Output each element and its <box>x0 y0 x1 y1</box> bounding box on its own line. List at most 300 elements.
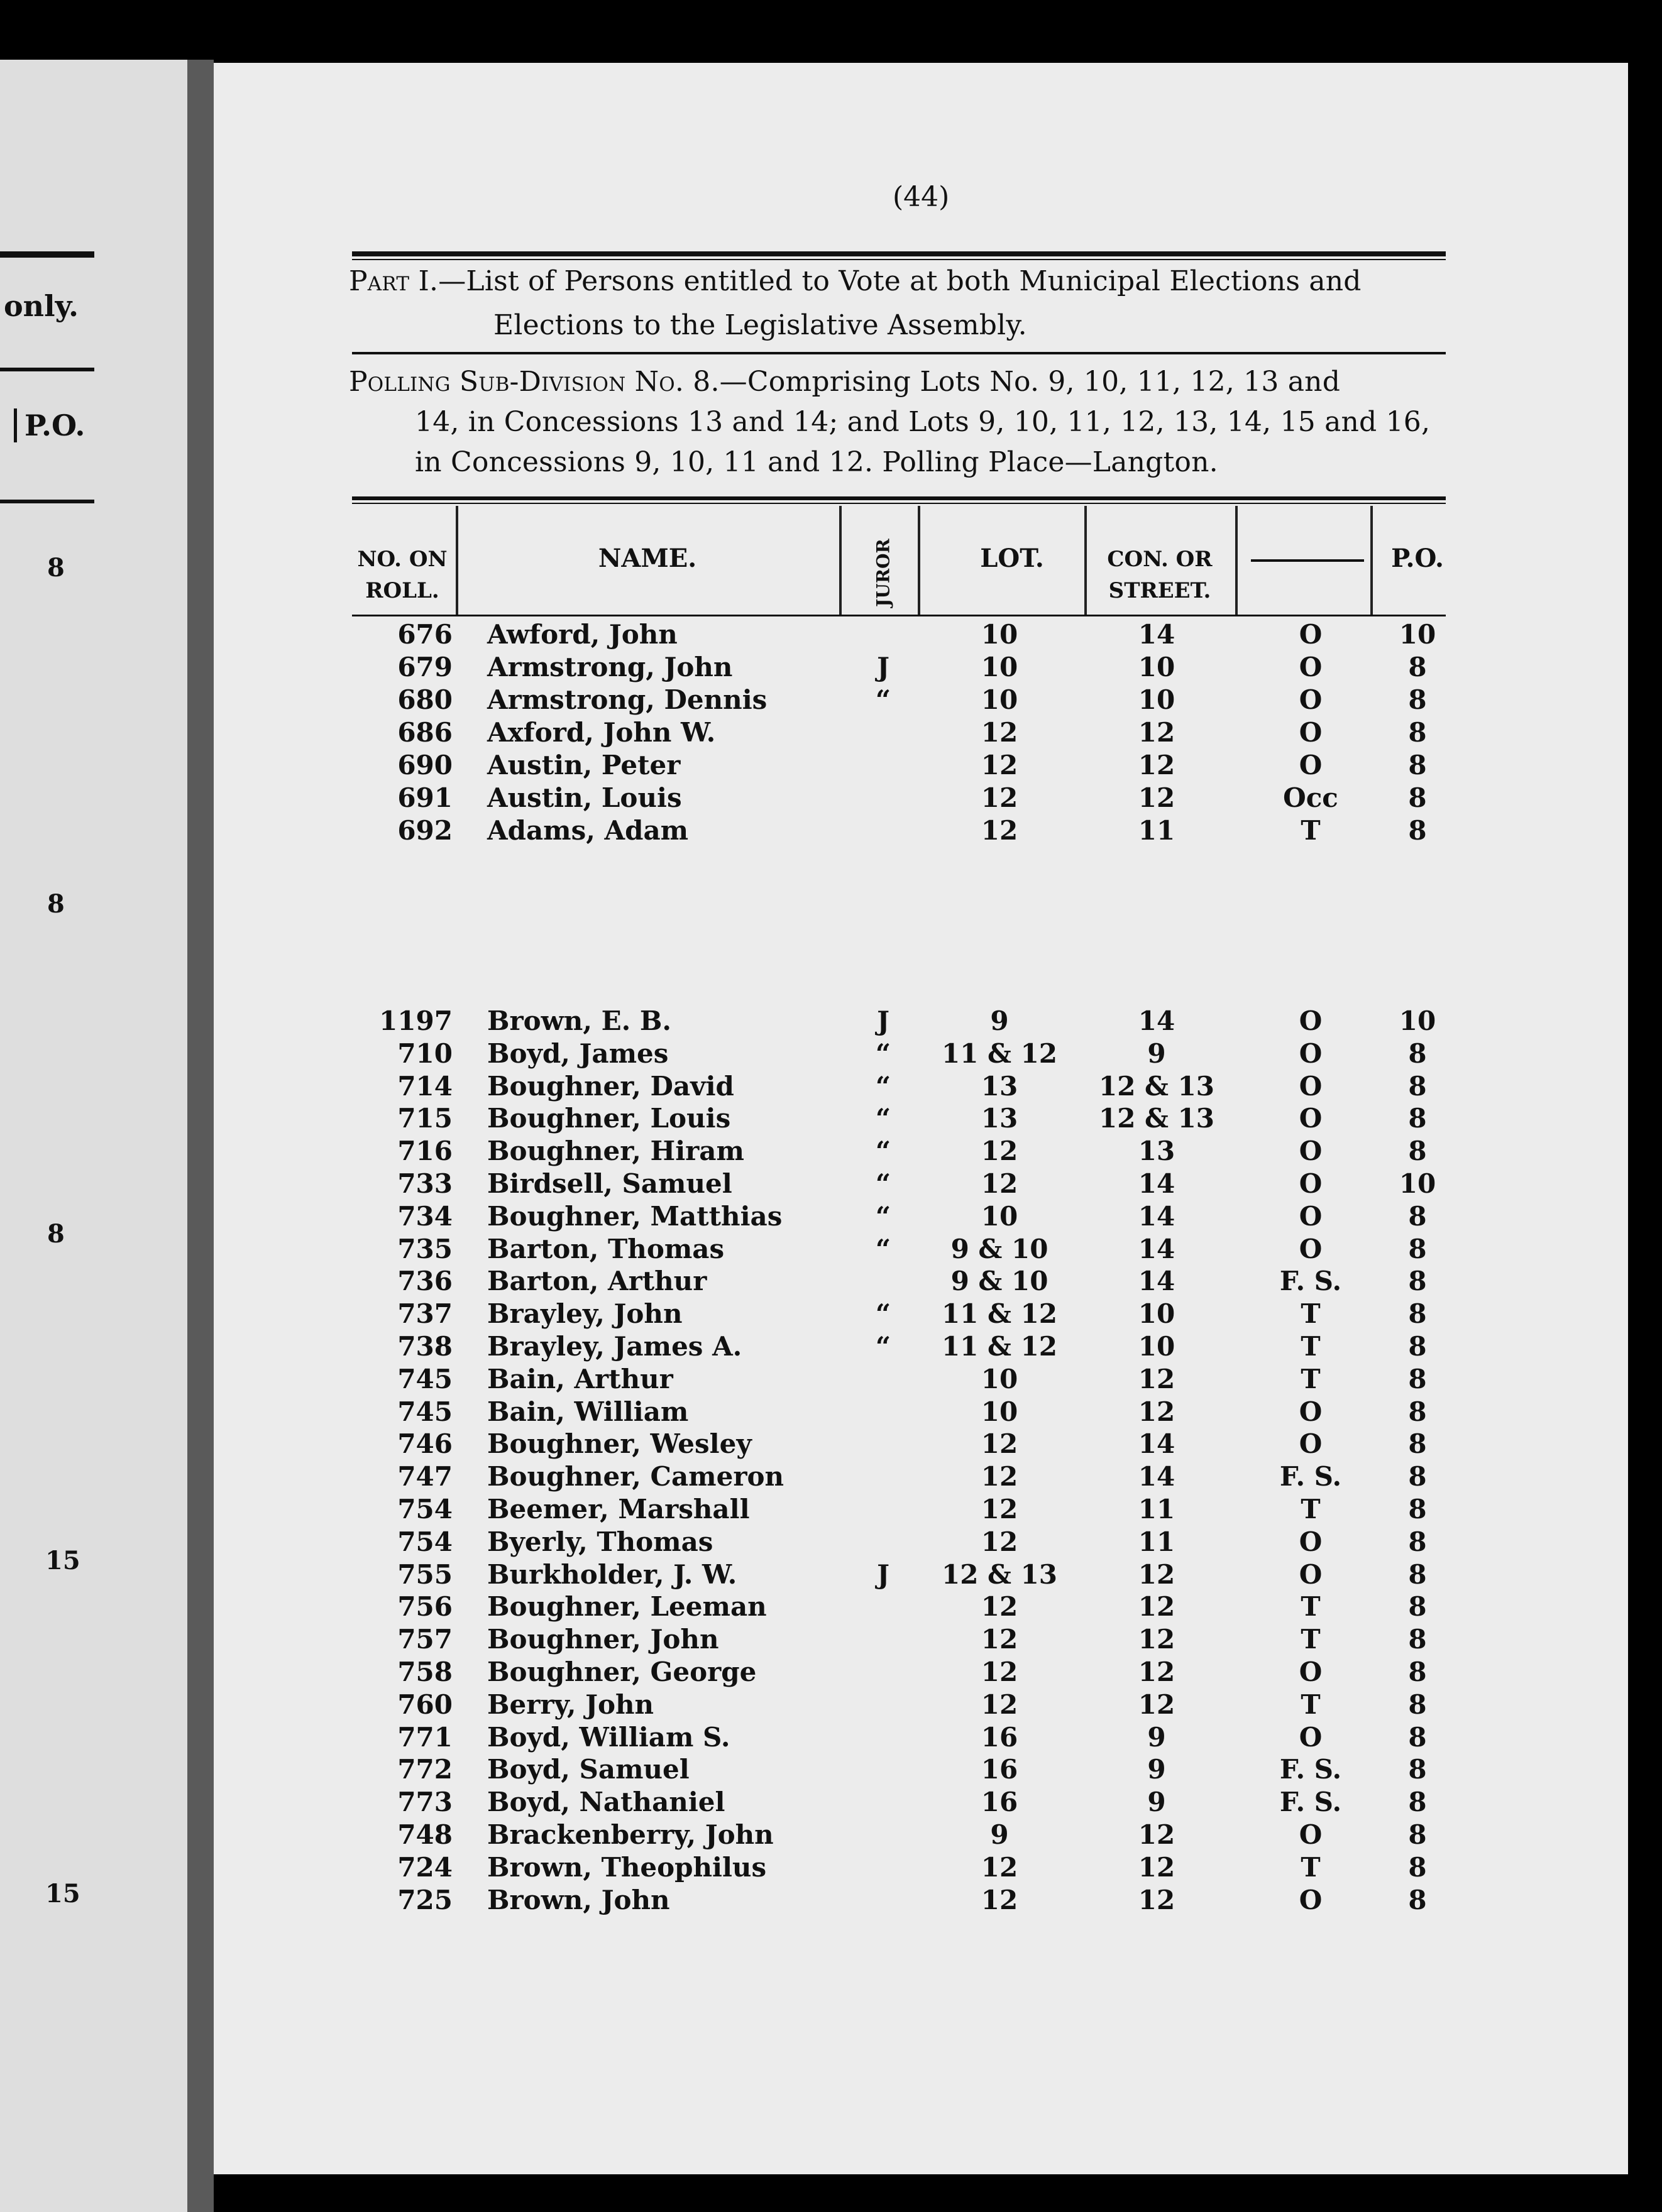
voter-roll: 725 <box>397 1884 453 1915</box>
voter-status: T <box>1301 1363 1321 1394</box>
voter-lot: 10 <box>981 1200 1018 1232</box>
voter-status: O <box>1299 1428 1323 1460</box>
left-page-po-label: P.O. <box>14 408 85 442</box>
voter-roll: 754 <box>397 1494 453 1525</box>
left-page-number: 8 <box>47 553 65 583</box>
voter-status: F. S. <box>1279 1266 1342 1297</box>
heading-rule <box>352 259 1446 260</box>
voter-lot: 12 <box>981 1494 1018 1525</box>
voter-roll: 734 <box>397 1200 453 1232</box>
voter-con: 12 <box>1138 1689 1175 1720</box>
voter-row <box>0 684 1662 717</box>
voter-roll: 735 <box>397 1233 453 1264</box>
voter-roll: 676 <box>397 619 453 650</box>
voter-lot: 12 <box>981 1168 1018 1199</box>
column-header-juror: JUROR <box>872 539 894 607</box>
voter-row <box>0 1689 1662 1722</box>
voter-name: Boyd, James <box>487 1038 669 1069</box>
voter-name: Beemer, Marshall <box>487 1494 750 1525</box>
voter-con: 12 <box>1138 1624 1175 1655</box>
voter-status: O <box>1299 1396 1323 1427</box>
voter-con: 14 <box>1138 1428 1175 1460</box>
voter-con: 9 <box>1147 1754 1166 1785</box>
voter-roll: 771 <box>397 1721 453 1753</box>
voter-row <box>0 1136 1662 1168</box>
part-label: Part I. <box>349 265 439 297</box>
voter-row <box>0 1428 1662 1461</box>
voter-con: 12 <box>1138 750 1175 780</box>
voter-con: 9 <box>1147 1721 1166 1753</box>
voter-roll: 738 <box>397 1331 453 1362</box>
voter-po: 8 <box>1408 1136 1427 1167</box>
column-header-lot: LOT. <box>980 544 1044 573</box>
voter-status: O <box>1299 1005 1323 1036</box>
voter-con: 12 <box>1138 1396 1175 1427</box>
voter-name: Brayley, John <box>487 1298 683 1330</box>
voter-status: T <box>1301 1851 1321 1883</box>
voter-lot: 10 <box>981 684 1018 715</box>
voter-po: 8 <box>1408 1428 1427 1460</box>
left-page-number: 15 <box>45 1879 80 1908</box>
voter-roll: 746 <box>397 1428 453 1460</box>
voter-row <box>0 1266 1662 1298</box>
voter-po: 8 <box>1408 1819 1427 1850</box>
voter-lot: 12 <box>981 1884 1018 1915</box>
voter-po: 8 <box>1408 1266 1427 1297</box>
voter-name: Boughner, Hiram <box>487 1136 744 1167</box>
voter-status: O <box>1299 1038 1323 1069</box>
voter-row <box>0 1461 1662 1494</box>
voter-status: T <box>1301 1624 1321 1655</box>
voter-con: 12 <box>1138 1656 1175 1687</box>
voter-po: 8 <box>1408 1656 1427 1687</box>
voter-name: Austin, Peter <box>487 750 681 780</box>
voter-row <box>0 1819 1662 1852</box>
voter-name: Bain, Arthur <box>487 1363 673 1394</box>
voter-roll: 754 <box>397 1526 453 1557</box>
voter-lot: 12 <box>981 1428 1018 1460</box>
voter-lot: 12 <box>981 1136 1018 1167</box>
voter-name: Boughner, John <box>487 1624 719 1655</box>
voter-status: O <box>1299 1136 1323 1167</box>
voter-po: 8 <box>1408 1331 1427 1362</box>
left-page-number: 8 <box>47 1219 65 1249</box>
column-header-roll-line1: NO. ON <box>357 547 448 572</box>
voter-roll: 690 <box>397 750 453 780</box>
voter-lot: 12 <box>981 782 1018 813</box>
voter-name: Boyd, William S. <box>487 1721 730 1753</box>
voter-roll: 755 <box>397 1558 453 1590</box>
voter-status: T <box>1301 1331 1321 1362</box>
voter-con: 11 <box>1138 1494 1175 1525</box>
voter-roll: 747 <box>397 1461 453 1492</box>
voter-con: 14 <box>1138 1005 1175 1036</box>
voter-name: Austin, Louis <box>487 782 682 813</box>
voter-roll: 724 <box>397 1851 453 1883</box>
voter-status: O <box>1299 684 1323 715</box>
column-header-con <box>1087 544 1232 606</box>
voter-roll: 714 <box>397 1070 453 1102</box>
voter-status: O <box>1299 1168 1323 1199</box>
voter-status: T <box>1301 1689 1321 1720</box>
voter-lot: 12 <box>981 815 1018 846</box>
voter-row <box>0 782 1662 815</box>
voter-row <box>0 1656 1662 1689</box>
subdivision-line1: —Comprising Lots No. 9, 10, 11, 12, 13 and <box>719 366 1341 398</box>
voter-roll: 772 <box>397 1754 453 1785</box>
voter-row <box>0 1787 1662 1819</box>
voter-name: Armstrong, Dennis <box>487 684 768 715</box>
voter-status: O <box>1299 1103 1323 1134</box>
voter-row <box>0 1234 1662 1266</box>
voter-status: O <box>1299 1656 1323 1687</box>
voter-name: Brown, Theophilus <box>487 1851 767 1883</box>
voter-juror: “ <box>875 1200 891 1232</box>
voter-po: 8 <box>1408 1754 1427 1785</box>
column-header-roll-line2: ROLL. <box>365 578 439 603</box>
voter-po: 10 <box>1399 1168 1436 1199</box>
voter-lot: 10 <box>981 619 1018 650</box>
voter-po: 8 <box>1408 1070 1427 1102</box>
voter-lot: 10 <box>981 1396 1018 1427</box>
voter-status: O <box>1299 619 1323 650</box>
voter-con: 10 <box>1138 684 1175 715</box>
voter-name: Boughner, Louis <box>487 1103 731 1134</box>
voter-po: 8 <box>1408 1721 1427 1753</box>
voter-po: 8 <box>1408 1526 1427 1557</box>
voter-con: 10 <box>1138 1331 1175 1362</box>
column-header-po: P.O. <box>1391 544 1444 573</box>
voter-name: Axford, John W. <box>487 717 716 748</box>
left-page-number: 8 <box>47 889 65 919</box>
voter-juror: J <box>877 1558 889 1590</box>
voter-status: Occ <box>1283 782 1338 813</box>
voter-row <box>0 815 1662 848</box>
voter-roll: 691 <box>397 782 453 813</box>
voter-juror: “ <box>875 1298 891 1330</box>
subdivision-line2: 14, in Concessions 13 and 14; and Lots 9, 10, 11, 12, 13, 14, 15 and 16, <box>415 406 1431 438</box>
voter-status: O <box>1299 1819 1323 1850</box>
voter-name: Barton, Arthur <box>487 1266 707 1297</box>
voter-row <box>0 1494 1662 1526</box>
voter-juror: “ <box>875 1070 891 1102</box>
voter-lot: 16 <box>981 1754 1018 1785</box>
voter-roll: 692 <box>397 815 453 846</box>
voter-juror: “ <box>875 684 891 715</box>
table-top-rule <box>352 503 1446 504</box>
voter-row <box>0 1038 1662 1071</box>
voter-lot: 12 <box>981 1591 1018 1623</box>
voter-con: 12 <box>1138 1363 1175 1394</box>
voter-po: 8 <box>1408 1787 1427 1818</box>
voter-po: 8 <box>1408 1103 1427 1134</box>
voter-lot: 12 <box>981 1851 1018 1883</box>
column-divider <box>456 506 458 616</box>
voter-roll: 1197 <box>379 1005 453 1036</box>
voter-po: 8 <box>1408 1851 1427 1883</box>
voter-row <box>0 750 1662 782</box>
left-page-po-header <box>14 408 85 442</box>
voter-name: Bain, William <box>487 1396 689 1427</box>
voter-po: 8 <box>1408 815 1427 846</box>
column-divider <box>1084 506 1087 616</box>
voter-po: 10 <box>1399 1005 1436 1036</box>
part-heading-line1: —List of Persons entitled to Vote at both Municipal Elections and <box>438 265 1362 297</box>
voter-name: Boughner, Cameron <box>487 1461 784 1492</box>
voter-po: 8 <box>1408 1363 1427 1394</box>
voter-juror: J <box>877 652 889 682</box>
voter-name: Adams, Adam <box>487 815 689 846</box>
voter-po: 8 <box>1408 1461 1427 1492</box>
voter-status: T <box>1301 1591 1321 1623</box>
voter-con: 14 <box>1138 1200 1175 1232</box>
header-bottom-rule <box>352 615 1446 616</box>
voter-lot: 12 & 13 <box>941 1558 1058 1590</box>
voter-row <box>0 1754 1662 1787</box>
voter-name: Boyd, Nathaniel <box>487 1787 725 1818</box>
voter-name: Boughner, David <box>487 1070 734 1102</box>
subdivision-heading <box>349 363 1340 401</box>
voter-lot: 12 <box>981 1526 1018 1557</box>
voter-status: O <box>1299 1721 1323 1753</box>
voter-name: Boughner, Leeman <box>487 1591 767 1623</box>
voter-po: 8 <box>1408 1591 1427 1623</box>
left-page-heading-fragment: only. <box>4 289 79 323</box>
voter-po: 8 <box>1408 1884 1427 1915</box>
voter-po: 8 <box>1408 1298 1427 1330</box>
voter-con: 12 <box>1138 1884 1175 1915</box>
voter-po: 8 <box>1408 1233 1427 1264</box>
voter-con: 14 <box>1138 1461 1175 1492</box>
voter-lot: 13 <box>981 1103 1018 1134</box>
voter-roll: 736 <box>397 1266 453 1297</box>
voter-roll: 710 <box>397 1038 453 1069</box>
voter-row <box>0 1005 1662 1038</box>
voter-status: T <box>1301 1494 1321 1525</box>
voter-juror: “ <box>875 1233 891 1264</box>
voter-status: O <box>1299 652 1323 682</box>
voter-con: 12 <box>1138 1851 1175 1883</box>
voter-row <box>0 1298 1662 1331</box>
voter-status: F. S. <box>1279 1461 1342 1492</box>
voter-name: Brayley, James A. <box>487 1331 742 1362</box>
voter-name: Brackenberry, John <box>487 1819 774 1850</box>
left-page-rule <box>0 251 94 258</box>
voter-roll: 773 <box>397 1787 453 1818</box>
voter-name: Brown, John <box>487 1884 670 1915</box>
voter-con: 12 <box>1138 1591 1175 1623</box>
voter-roll: 757 <box>397 1624 453 1655</box>
voter-row <box>0 652 1662 684</box>
column-divider <box>1370 506 1373 616</box>
voter-lot: 12 <box>981 1461 1018 1492</box>
part-heading-line2: Elections to the Legislative Assembly. <box>493 309 1027 341</box>
voter-po: 8 <box>1408 1200 1427 1232</box>
voter-lot: 9 <box>990 1819 1009 1850</box>
voter-status: O <box>1299 717 1323 748</box>
voter-po: 8 <box>1408 782 1427 813</box>
voter-roll: 745 <box>397 1396 453 1427</box>
voter-name: Byerly, Thomas <box>487 1526 713 1557</box>
column-divider <box>839 506 842 616</box>
voter-row <box>0 1526 1662 1559</box>
voter-name: Boughner, George <box>487 1656 757 1687</box>
voter-row <box>0 1559 1662 1592</box>
voter-roll: 733 <box>397 1168 453 1199</box>
voter-po: 8 <box>1408 1038 1427 1069</box>
voter-con: 9 <box>1147 1787 1166 1818</box>
voter-row <box>0 1331 1662 1364</box>
voter-po: 8 <box>1408 1494 1427 1525</box>
table-top-rule <box>352 496 1446 500</box>
voter-roll: 737 <box>397 1298 453 1330</box>
voter-row <box>0 1624 1662 1656</box>
voter-lot: 9 <box>990 1005 1009 1036</box>
voter-juror: “ <box>875 1103 891 1134</box>
voter-lot: 11 & 12 <box>941 1331 1058 1362</box>
voter-con: 12 & 13 <box>1098 1103 1215 1134</box>
voter-con: 9 <box>1147 1038 1166 1069</box>
voter-juror: “ <box>875 1331 891 1362</box>
voter-status: T <box>1301 815 1321 846</box>
voter-juror: “ <box>875 1038 891 1069</box>
voter-row <box>0 619 1662 652</box>
voter-row <box>0 1103 1662 1136</box>
voter-status: T <box>1301 1298 1321 1330</box>
voter-con: 14 <box>1138 1168 1175 1199</box>
voter-row <box>0 1885 1662 1917</box>
voter-roll: 686 <box>397 717 453 748</box>
voter-name: Barton, Thomas <box>487 1233 725 1264</box>
voter-con: 14 <box>1138 619 1175 650</box>
voter-roll: 715 <box>397 1103 453 1134</box>
voter-lot: 13 <box>981 1070 1018 1102</box>
voter-status: F. S. <box>1279 1787 1342 1818</box>
subdivision-line3: in Concessions 9, 10, 11 and 12. Polling Place—Langton. <box>415 446 1218 478</box>
voter-status: O <box>1299 1558 1323 1590</box>
voter-roll: 745 <box>397 1363 453 1394</box>
heading-rule <box>352 251 1446 256</box>
voter-lot: 12 <box>981 750 1018 780</box>
voter-lot: 16 <box>981 1721 1018 1753</box>
voter-con: 12 <box>1138 782 1175 813</box>
voter-status: O <box>1299 1200 1323 1232</box>
part-heading <box>349 263 1362 300</box>
voter-name: Boughner, Matthias <box>487 1200 783 1232</box>
voter-con: 13 <box>1138 1136 1175 1167</box>
voter-name: Brown, E. B. <box>487 1005 671 1036</box>
voter-con: 12 & 13 <box>1098 1070 1215 1102</box>
voter-status: O <box>1299 1233 1323 1264</box>
voter-roll: 760 <box>397 1689 453 1720</box>
voter-po: 8 <box>1408 1396 1427 1427</box>
voter-lot: 12 <box>981 717 1018 748</box>
voter-po: 8 <box>1408 652 1427 682</box>
voter-status: O <box>1299 1884 1323 1915</box>
voter-name: Berry, John <box>487 1689 654 1720</box>
voter-juror: “ <box>875 1168 891 1199</box>
column-header-con-line1: CON. OR <box>1107 547 1213 572</box>
column-divider <box>918 506 920 616</box>
voter-status: O <box>1299 1070 1323 1102</box>
voter-lot: 10 <box>981 1363 1018 1394</box>
voter-row <box>0 1722 1662 1755</box>
voter-row <box>0 1591 1662 1624</box>
voter-roll: 680 <box>397 684 453 715</box>
section-rule <box>352 352 1446 354</box>
voter-con: 11 <box>1138 815 1175 846</box>
voter-lot: 9 & 10 <box>950 1266 1048 1297</box>
voter-status: O <box>1299 750 1323 780</box>
voter-con: 14 <box>1138 1233 1175 1264</box>
voter-name: Boughner, Wesley <box>487 1428 752 1460</box>
voter-lot: 16 <box>981 1787 1018 1818</box>
voter-juror: J <box>877 1005 889 1036</box>
voter-lot: 10 <box>981 652 1018 682</box>
voter-roll: 758 <box>397 1656 453 1687</box>
left-page-number: 15 <box>45 1546 80 1575</box>
voter-status: F. S. <box>1279 1754 1342 1785</box>
voter-lot: 11 & 12 <box>941 1298 1058 1330</box>
voter-po: 10 <box>1399 619 1436 650</box>
voter-lot: 12 <box>981 1689 1018 1720</box>
column-header-roll <box>349 544 456 606</box>
voter-roll: 748 <box>397 1819 453 1850</box>
voter-name: Boyd, Samuel <box>487 1754 690 1785</box>
subdivision-label: Polling Sub-Division No. 8. <box>349 366 720 398</box>
column-header-blank-dash <box>1251 559 1364 562</box>
voter-roll: 756 <box>397 1591 453 1623</box>
voter-juror: “ <box>875 1136 891 1167</box>
page-number: (44) <box>893 181 950 213</box>
voter-po: 8 <box>1408 1558 1427 1590</box>
voter-po: 8 <box>1408 1624 1427 1655</box>
voter-con: 11 <box>1138 1526 1175 1557</box>
voter-row <box>0 717 1662 750</box>
voter-con: 14 <box>1138 1266 1175 1297</box>
voter-con: 12 <box>1138 1558 1175 1590</box>
voter-name: Armstrong, John <box>487 652 733 682</box>
voter-roll: 679 <box>397 652 453 682</box>
voter-row <box>0 1364 1662 1396</box>
voter-po: 8 <box>1408 717 1427 748</box>
voter-lot: 9 & 10 <box>950 1233 1048 1264</box>
voter-row <box>0 1396 1662 1429</box>
voter-lot: 12 <box>981 1656 1018 1687</box>
voter-po: 8 <box>1408 1689 1427 1720</box>
voter-po: 8 <box>1408 750 1427 780</box>
voter-po: 8 <box>1408 684 1427 715</box>
left-page-rule <box>0 368 94 371</box>
voter-roll: 716 <box>397 1136 453 1167</box>
voter-row <box>0 1201 1662 1234</box>
voter-row <box>0 1168 1662 1201</box>
column-header-name: NAME. <box>598 544 697 573</box>
voter-lot: 11 & 12 <box>941 1038 1058 1069</box>
left-page-rule <box>0 500 94 503</box>
voter-row <box>0 1071 1662 1103</box>
voter-con: 12 <box>1138 1819 1175 1850</box>
column-divider <box>1235 506 1238 616</box>
voter-row <box>0 1852 1662 1885</box>
voter-name: Awford, John <box>487 619 678 650</box>
voter-name: Burkholder, J. W. <box>487 1558 737 1590</box>
voter-name: Birdsell, Samuel <box>487 1168 732 1199</box>
voter-status: O <box>1299 1526 1323 1557</box>
voter-con: 10 <box>1138 652 1175 682</box>
voter-con: 12 <box>1138 717 1175 748</box>
voter-lot: 12 <box>981 1624 1018 1655</box>
